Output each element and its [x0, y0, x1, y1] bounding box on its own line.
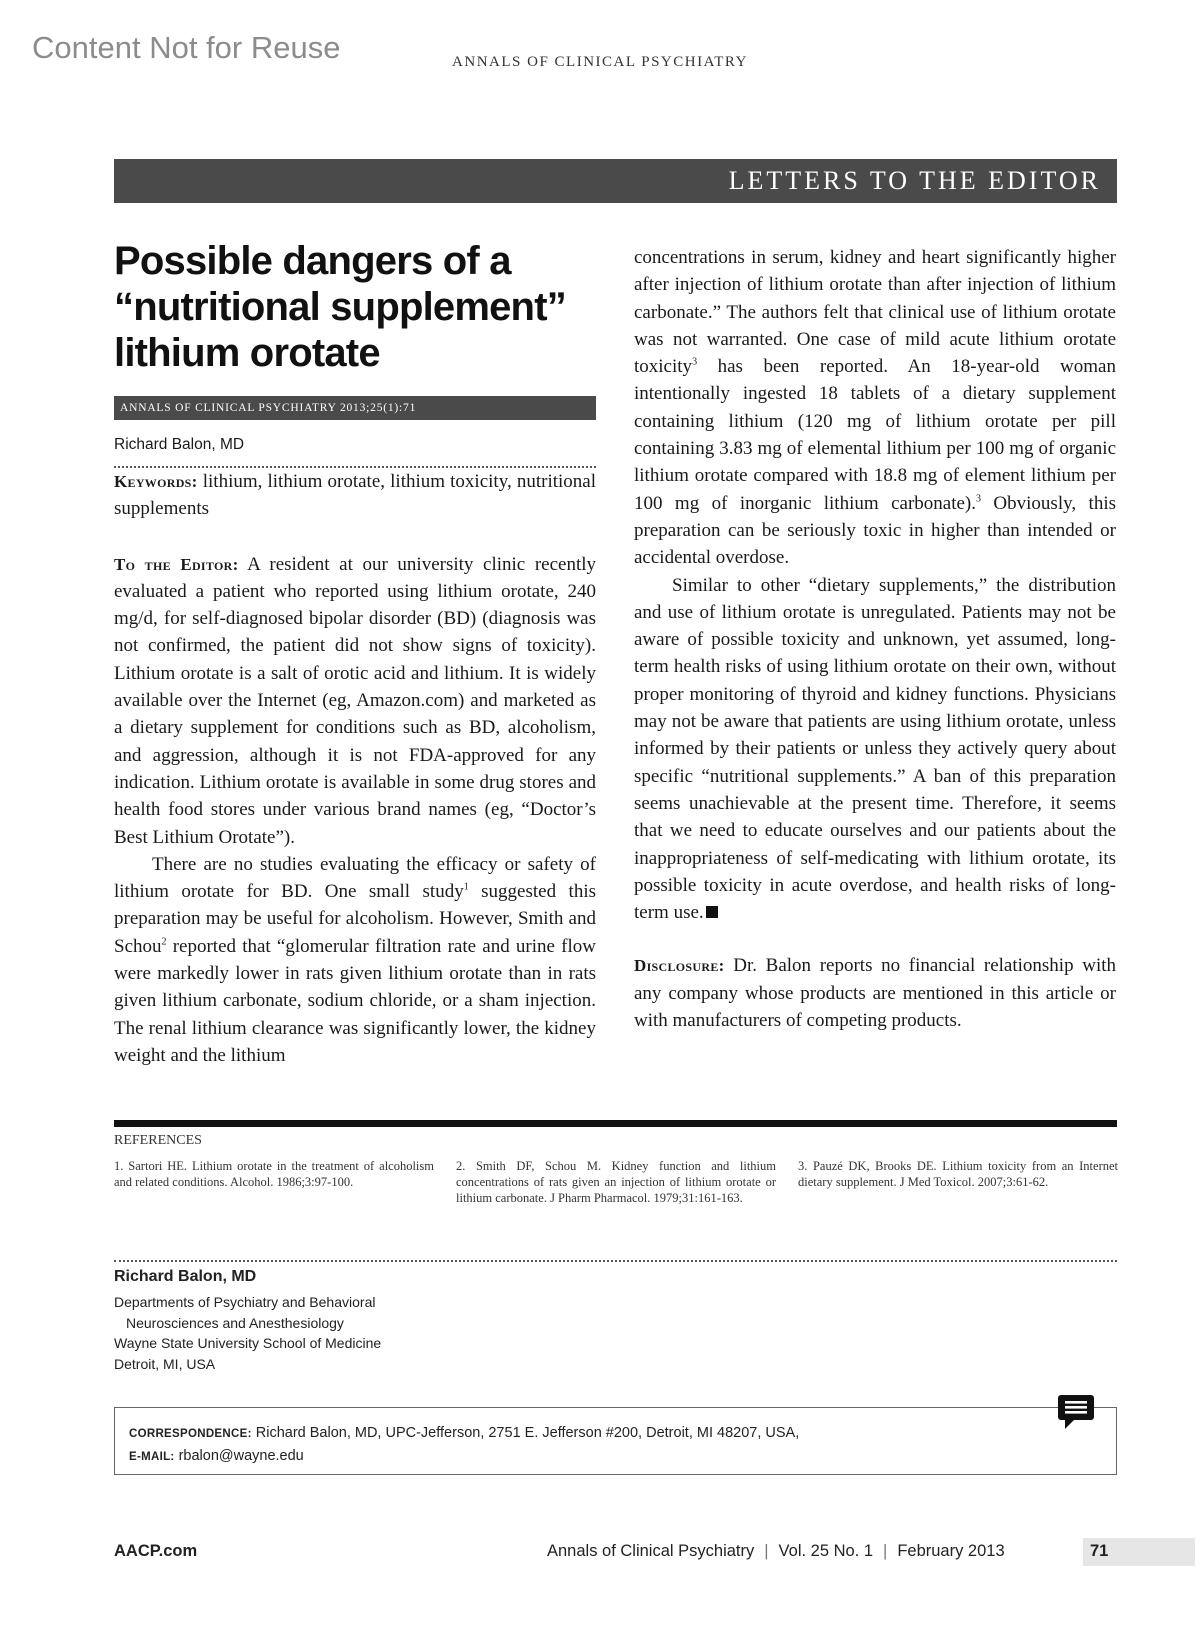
correspondence-box: [114, 1407, 1117, 1475]
running-head: ANNALS OF CLINICAL PSYCHIATRY: [452, 54, 748, 70]
paragraph-2-start: [114, 851, 596, 1069]
footer-site[interactable]: AACP.com: [114, 1542, 198, 1560]
comment-icon[interactable]: [1057, 1393, 1095, 1431]
ref-sup-2: 2: [161, 936, 167, 948]
references-heading: REFERENCES: [114, 1133, 202, 1148]
footer-journal-info: [547, 1542, 1005, 1561]
email-address[interactable]: rbalon@wayne.edu: [178, 1448, 304, 1464]
email-line: [129, 1445, 1102, 1468]
footer-date: February 2013: [897, 1542, 1005, 1560]
email-label: E-MAIL:: [129, 1451, 175, 1463]
reference-item: 3. Pauzé DK, Brooks DE. Lithium toxicity from an Internet dietary supplement. J Med Toxicol. 2007;3:61-62.: [798, 1159, 1118, 1189]
to-the-editor-label: To the Editor:: [114, 554, 239, 574]
correspondence-line: [129, 1422, 1102, 1445]
disclosure: [634, 952, 1116, 1034]
byline: Richard Balon, MD: [114, 436, 596, 468]
reference-item: 2. Smith DF, Schou M. Kidney function and lithium concentrations of rats given an injection of lithium orotate or lithium carbonate. J Pharm Pharmacol. 1979;31:161-163.: [456, 1159, 776, 1205]
footer-volume: Vol. 25 No. 1: [778, 1542, 874, 1560]
disclosure-label: Disclosure:: [634, 956, 725, 976]
disclosure-text: Dr. Balon reports no financial relationship with any company whose products are mentioned in this article or with manufacturers of competing products.: [634, 955, 1117, 1032]
paragraph-1-text: A resident at our university clinic recently evaluated a patient who reported using lithium orotate, 240 mg/d, for self-diagnosed bipolar disorder (BD) (diagnosis was not confirmed, the patient did not show signs of toxicity). Lithium orotate is a salt of orotic acid and lithium. It is widely available over the Internet (eg, Amazon.com) and marketed as a dietary supplement for conditions such as BD, alcoholism, and aggression, although it is not FDA-approved for any indication. Lithium orotate is available in some drug stores and health food stores under various brand names (eg, “Doctor’s Best Lithium Orotate”).: [114, 553, 597, 848]
end-of-article-mark: [706, 906, 718, 918]
affiliation-line: Detroit, MI, USA: [114, 1355, 216, 1372]
right-column: [634, 244, 1116, 1034]
p2-text-c-left: reported that “glomerular filtration rate and urine flow were markedly lower in rats given lithium orotate than in rats given lithium carbonate, sodium chloride, or a sham injection. The renal lithium clearance was significantly lower, the kidney weight and the lithium: [114, 935, 596, 1066]
affiliation-line: Departments of Psychiatry and Behavioral: [114, 1294, 376, 1310]
ref-sup-1: 1: [463, 881, 469, 893]
p2-text-e: Obviously, this preparation can be seriously toxic in higher than intended or accidental overdose.: [634, 492, 1117, 569]
paragraph-3-text: Similar to other “dietary supplements,” the distribution and use of lithium orotate is unregulated. Patients may not be aware of possible toxicity and unknown, yet assumed, long-term health risks of using lithium orotate on their own, without proper monitoring of thyroid and kidney functions. Physicians may not be aware that patients are using lithium orotate, unless informed by their patients or unless they actively query about specific “nutritional supplements.” A ban of this preparation seems unachievable at the present time. Therefore, it seems that we need to educate ourselves and our patients about the inappropriateness of self-medicating with lithium orotate, its possible toxicity in acute overdose, and health risks of long-term use.: [634, 574, 1116, 924]
ref-sup-3b: 3: [976, 493, 981, 505]
paragraph-2-continued: [634, 244, 1116, 572]
author-name: Richard Balon, MD: [114, 1268, 257, 1285]
watermark: Content Not for Reuse: [32, 30, 341, 65]
p2-text-c-right: concentrations in serum, kidney and heart significantly higher after injection of lithium orotate than after injection of lithium carbonate.” The authors felt that clinical use of lithium orotate was not warranted. One case of mild acute lithium orotate toxicity: [634, 247, 1116, 378]
affiliation-line: Wayne State University School of Medicine: [114, 1335, 382, 1351]
section-label: LETTERS TO THE EDITOR: [114, 159, 1117, 203]
p2-text-b: suggested this preparation may be useful for alcoholism. However, Smith and Schou: [114, 881, 597, 957]
page-number: 71: [1090, 1542, 1109, 1560]
title-line-2: “nutritional supplement”: [114, 285, 566, 329]
footer-journal: Annals of Clinical Psychiatry: [547, 1542, 755, 1560]
paragraph-1: [114, 551, 596, 851]
keywords-text: lithium, lithium orotate, lithium toxicity, nutritional supplements: [114, 471, 596, 520]
citation-bar: ANNALS OF CLINICAL PSYCHIATRY 2013;25(1):71: [114, 396, 596, 420]
title-line-1: Possible dangers of a: [114, 239, 511, 283]
correspondence-address: Richard Balon, MD, UPC-Jefferson, 2751 E. Jefferson #200, Detroit, MI 48207, USA,: [255, 1425, 800, 1441]
p2-text-d: has been reported. An 18-year-old woman intentionally ingested 18 tablets of a dietary supplement containing lithium (120 mg of lithium orotate per pill containing 3.83 mg of elemental lithium per 100 mg of organic lithium orotate compared with 18.8 mg of element lithium per 100 mg of inorganic lithium carbonate).: [634, 356, 1116, 514]
title-line-3: lithium orotate: [114, 331, 380, 375]
p2-text-a: There are no studies evaluating the efficacy or safety of lithium orotate for BD. One small study: [114, 853, 596, 903]
article-title: [114, 238, 596, 376]
left-column: [114, 238, 596, 1069]
correspondence-label: CORRESPONDENCE:: [129, 1428, 252, 1440]
affiliation-line: Neurosciences and Anesthesiology: [126, 1314, 344, 1331]
ref-sup-3: 3: [692, 356, 698, 368]
author-affiliation: [114, 1268, 381, 1374]
footer-separator: |: [883, 1542, 888, 1560]
footer-separator: |: [764, 1542, 769, 1560]
author-divider: [114, 1260, 1117, 1262]
reference-item: 1. Sartori HE. Lithium orotate in the treatment of alcoholism and related conditions. Alcohol. 1986;3:97-100.: [114, 1159, 434, 1189]
keywords-label: Keywords:: [114, 472, 198, 491]
keywords: [114, 468, 596, 523]
paragraph-3: [634, 572, 1116, 927]
references-rule: [114, 1120, 1117, 1127]
